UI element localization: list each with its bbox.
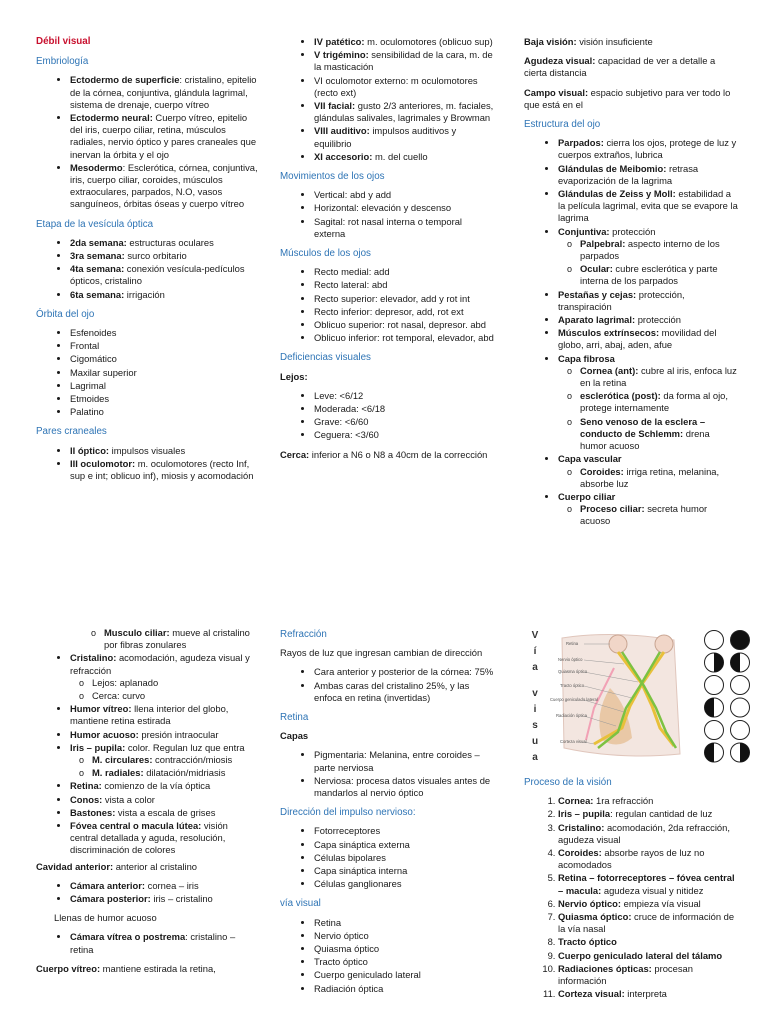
list-orbita	[36, 327, 258, 418]
list-movimientos	[280, 189, 494, 240]
diagram-label: Retina	[566, 641, 579, 646]
heading-embriologia: Embriología	[36, 56, 89, 68]
diagram-label: Corteza visual	[560, 739, 587, 744]
list-item: • Glándulas de Zeiss y Moll: estabilidad a la película lagrimal, evita que se evapore la lagrima	[558, 188, 738, 225]
list-item: • Fóvea central o macula lútea: visión central detallada y aguda, resolución, discriminación de colores	[70, 820, 258, 857]
sublist-vascular	[558, 466, 738, 490]
list-item: • 3ra semana: surco orbitario	[70, 250, 258, 262]
list-item: 2. Iris – pupila: regulan cantidad de luz	[558, 808, 742, 820]
visual-field-defect-half	[740, 743, 750, 762]
list-embriologia	[36, 74, 258, 210]
list-pares	[36, 445, 258, 483]
sublist-item: o Lejos: aplanado	[92, 677, 258, 689]
heading-orbita: Órbita del ojo	[36, 308, 95, 320]
list-item: • Etmoides	[70, 393, 258, 405]
letter: a	[532, 752, 538, 763]
list-item: • Capa fibrosa o Cornea (ant): cubre al iris, enfoca luz en la retina o esclerótica (post): da forma al ojo, protege internamente o Seno venoso de la esclera – conducto de Schlemm: drena humor acuoso	[558, 353, 738, 453]
visual-field-circle	[731, 721, 750, 740]
list-camaras	[36, 880, 258, 905]
list-item: • Grave: <6/60	[314, 416, 494, 428]
sublist-ciliar	[558, 503, 738, 527]
list-item: • Radiación óptica	[314, 983, 494, 995]
list-item: • Recto lateral: abd	[314, 279, 494, 291]
list-item: • Moderada: <6/18	[314, 403, 494, 415]
list-item: 10. Radiaciones ópticas: procesan información	[558, 963, 742, 987]
letter: u	[531, 736, 539, 747]
heading-proceso: Proceso de la visión	[524, 777, 612, 788]
list-item: • 4ta semana: conexión vesícula-pedículos ópticos, cristalino	[70, 263, 258, 287]
list-item: • Pestañas y cejas: protección, transpiración	[558, 289, 738, 313]
document-title: Débil visual	[36, 36, 91, 47]
right-eyeball	[655, 635, 673, 653]
list-item: • Iris – pupila: color. Regulan luz que entra o M. circulares: contracción/miosis o M. radiales: dilatación/midriasis	[70, 742, 258, 780]
list-item: • Capa sináptica interna	[314, 865, 494, 877]
visual-field-defect-half	[705, 698, 715, 717]
list-item: • Recto inferior: depresor, add, rot ext	[314, 306, 494, 318]
column-2	[280, 36, 494, 468]
visual-field-defect-half	[705, 743, 715, 762]
sublist-item: o esclerótica (post): da forma al ojo, protege internamente	[580, 390, 738, 414]
list-vesicula	[36, 237, 258, 301]
refraccion-intro: Rayos de luz que ingresan cambian de dirección	[280, 647, 483, 659]
sublist-item: o M. circulares: contracción/miosis	[92, 754, 258, 766]
list-item: • Conjuntiva: protección o Palpebral: aspecto interno de los parpados o Ocular: cubre esclerótica y parte interna de los parpados	[558, 226, 738, 288]
list-item: • Cámara posterior: iris – cristalino	[70, 893, 258, 905]
sublist-item: o Seno venoso de la esclera – conducto de Schlemm: drena humor acuoso	[580, 416, 738, 453]
visual-pathway-diagram	[524, 628, 764, 764]
list-item: 1. Cornea: 1ra refracción	[558, 795, 742, 807]
visual-field-defect-half	[714, 653, 724, 672]
list-item: • IV patético: m. oculomotores (oblicuo sup)	[314, 36, 494, 48]
letter: V	[531, 630, 539, 641]
sublist-item: o Cerca: curvo	[92, 690, 258, 702]
list-capas	[280, 749, 494, 799]
list-item: • XI accesorio: m. del cuello	[314, 151, 494, 163]
list-item: 3. Cristalino: acomodación, 2da refracción, agudeza visual	[558, 822, 742, 846]
list-item: • Cámara vítrea o postrema: cristalino – retina	[70, 931, 258, 955]
column-3	[524, 36, 738, 535]
list-estructura-cont	[36, 652, 258, 856]
sublist-conjuntiva	[558, 238, 738, 288]
list-item: • Glándulas de Meibomio: retrasa evaporización de la lagrima	[558, 163, 738, 187]
sublist-item: o M. radiales: dilatación/midriasis	[92, 767, 258, 779]
list-item: • Maxilar superior	[70, 367, 258, 379]
llenas-text: Llenas de humor acuoso	[54, 912, 157, 924]
sublist-item: o Cornea (ant): cubre al iris, enfoca luz en la retina	[580, 365, 738, 389]
list-item: • Conos: vista a color	[70, 794, 258, 806]
list-item: • Fotorreceptores	[314, 825, 494, 837]
list-item: • Retina: comienzo de la vía óptica	[70, 780, 258, 792]
diagram-label: Cuerpo geniculado lateral	[550, 697, 598, 702]
list-item: • Ceguera: <3/60	[314, 429, 494, 441]
letter: a	[532, 662, 538, 673]
list-item: • Ectodermo neural: Cuerpo vítreo, epitelio del iris, cuerpo ciliar, retina, músculos radiales, nervio óptico y pares craneales que inervan la órbita y el ojo	[70, 112, 258, 161]
list-item: • Músculos extrínsecos: movilidad del globo, arri, abaj, aden, afue	[558, 327, 738, 351]
diagram-label: Tracto óptico	[560, 683, 585, 688]
list-item: 6. Nervio óptico: empieza vía visual	[558, 898, 742, 910]
list-via-visual	[280, 917, 494, 995]
list-item: • Bastones: vista a escala de grises	[70, 807, 258, 819]
sublist-iris	[70, 754, 258, 779]
left-eyeball	[609, 635, 627, 653]
list-estructura	[524, 137, 738, 527]
heading-vesicula: Etapa de la vesícula óptica	[36, 218, 154, 230]
list-refraccion	[280, 666, 494, 704]
list-item: • Nerviosa: procesa datos visuales antes de mandarlos al nervio óptico	[314, 775, 494, 799]
visual-field-circle	[705, 676, 724, 695]
heading-movimientos: Movimientos de los ojos	[280, 171, 385, 183]
list-item: • Sagital: rot nasal interna o temporal externa	[314, 216, 494, 240]
list-item: • Aparato lagrimal: protección	[558, 314, 738, 326]
diagram-label: Quiasma óptico	[558, 669, 588, 674]
list-camara-vitrea	[36, 931, 258, 955]
visual-field-defect-half	[731, 653, 741, 672]
visual-field-defects	[705, 631, 750, 763]
agudeza-visual: Agudeza visual: capacidad de ver a detalle a cierta distancia	[524, 55, 716, 79]
list-item: • Recto medial: add	[314, 266, 494, 278]
list-item: • Capa sináptica externa	[314, 839, 494, 851]
cuerpo-vitreo: Cuerpo vítreo: mantiene estirada la retina,	[36, 962, 216, 974]
campo-visual: Campo visual: espacio subjetivo para ver todo lo que está en el	[524, 86, 731, 110]
sublist-fibrosa	[558, 365, 738, 452]
list-item: • Oblicuo inferior: rot temporal, elevador, abd	[314, 332, 494, 344]
list-item: • Cara anterior y posterior de la córnea: 75%	[314, 666, 494, 678]
list-item: • Retina	[314, 917, 494, 929]
baja-vision: Baja visión: visión insuficiente	[524, 36, 653, 47]
sublist-item: o Palpebral: aspecto interno de los parpados	[580, 238, 738, 262]
column-1	[36, 36, 258, 489]
list-item: • III oculomotor: m. oculomotores (recto Inf, sup e int; oblicuo inf), miosis y acomodación	[70, 458, 258, 482]
list-item: • Ectodermo de superficie: cristalino, epitelio de la córnea, conjuntiva, glándula lagrimal, sistema de drenaje, cuerpo vítreo	[70, 74, 258, 111]
list-item: • Cigomático	[70, 353, 258, 365]
letter: s	[532, 720, 538, 731]
list-item: • Células ganglionares	[314, 878, 494, 890]
list-item: • Frontal	[70, 340, 258, 352]
list-pares-cont	[280, 36, 494, 163]
sublist-item: o Ocular: cubre esclerótica y parte interna de los parpados	[580, 263, 738, 287]
list-item: • VI oculomotor externo: m oculomotores (recto ext)	[314, 75, 494, 99]
list-item: • Esfenoides	[70, 327, 258, 339]
column-4	[36, 627, 258, 982]
list-item: • Oblicuo superior: rot nasal, depresor. abd	[314, 319, 494, 331]
list-item: 9. Cuerpo geniculado lateral del tálamo	[558, 950, 742, 962]
list-item: • Capa vascular o Coroides: irriga retina, melanina, absorbe luz	[558, 453, 738, 490]
heading-via-visual: vía visual	[280, 898, 321, 910]
label-lejos: Lejos:	[280, 370, 308, 382]
heading-refraccion: Refracción	[280, 629, 327, 640]
list-item: • VIII auditivo: impulsos auditivos y equilibrio	[314, 125, 494, 149]
list-item: • Palatino	[70, 406, 258, 418]
list-item: 11. Corteza visual: interpreta	[558, 988, 742, 1000]
sublist-item: o Proceso ciliar: secreta humor acuoso	[580, 503, 738, 527]
label-capas: Capas	[280, 730, 309, 742]
letter: í	[533, 646, 537, 657]
list-proceso	[524, 795, 742, 1000]
list-item: • Humor acuoso: presión intraocular	[70, 729, 258, 741]
list-item: • Cámara anterior: cornea – iris	[70, 880, 258, 892]
list-item: 8. Tracto óptico	[558, 936, 742, 948]
visual-field-circle	[705, 721, 724, 740]
diagram-label: Nervio óptico	[558, 657, 583, 662]
list-item: • Mesodermo: Esclerótica, córnea, conjuntiva, iris, cuerpo ciliar, coroides, músculos extraoculares, parpados, N.O, vasos sanguíneos, órbitas óseas y cuerpo vítreo	[70, 162, 258, 211]
sublist-item: o Coroides: irriga retina, melanina, absorbe luz	[580, 466, 738, 490]
visual-field-circle	[731, 631, 750, 650]
list-item: • Recto superior: elevador, add y rot int	[314, 293, 494, 305]
heading-direccion: Dirección del impulso nervioso:	[280, 807, 416, 819]
heading-estructura: Estructura del ojo	[524, 119, 601, 131]
sublist-musculo-ciliar	[36, 627, 258, 651]
list-item: • V trigémino: sensibilidad de la cara, m. de la masticación	[314, 49, 494, 73]
list-item: • Nervio óptico	[314, 930, 494, 942]
list-item: • Vertical: abd y add	[314, 189, 494, 201]
list-item: • Pigmentaria: Melanina, entre coroides – parte nerviosa	[314, 749, 494, 773]
diagram-label: Radiación óptica	[556, 713, 587, 718]
list-item: • Humor vítreo: llena interior del globo, mantiene retina estirada	[70, 703, 258, 727]
via-visual-figure	[524, 628, 764, 764]
list-item: • Lagrimal	[70, 380, 258, 392]
heading-pares: Pares craneales	[36, 426, 107, 438]
visual-field-circle	[731, 698, 750, 717]
list-item: • Parpados: cierra los ojos, protege de luz y cuerpos extraños, lubrica	[558, 137, 738, 161]
sublist-item: o Musculo ciliar: mueve al cristalino por fibras zonulares	[104, 627, 258, 651]
list-item: 4. Coroides: absorbe rayos de luz no acomodados	[558, 847, 742, 871]
list-item: • 6ta semana: irrigación	[70, 289, 258, 301]
list-item: • Cuerpo geniculado lateral	[314, 969, 494, 981]
letter: i	[533, 704, 537, 715]
heading-deficiencias: Deficiencias visuales	[280, 352, 371, 364]
list-item: • 2da semana: estructuras oculares	[70, 237, 258, 249]
column-6	[524, 777, 742, 1007]
list-item: • Cuerpo ciliar o Proceso ciliar: secreta humor acuoso	[558, 491, 738, 528]
list-item: • Cristalino: acomodación, agudeza visual y refracción o Lejos: aplanado o Cerca: curvo	[70, 652, 258, 702]
list-item: • II óptico: impulsos visuales	[70, 445, 258, 457]
list-item: • Ambas caras del cristalino 25%, y las enfoca en retina (invertidas)	[314, 680, 494, 704]
list-direccion	[280, 825, 494, 890]
cerca-paragraph: Cerca: inferior a N6 o N8 a 40cm de la corrección	[280, 448, 488, 460]
list-item: 5. Retina – fotorreceptores – fóvea central – macula: agudeza visual y nitidez	[558, 872, 742, 896]
list-item: 7. Quiasma óptico: cruce de información de la vía nasal	[558, 911, 742, 935]
list-item: • Tracto óptico	[314, 956, 494, 968]
column-5	[280, 629, 494, 1002]
list-item: • Horizontal: elevación y descenso	[314, 202, 494, 214]
list-item: • Leve: <6/12	[314, 390, 494, 402]
heading-musculos: Músculos de los ojos	[280, 248, 371, 260]
sublist-cristalino	[70, 677, 258, 702]
visual-field-circle	[705, 631, 724, 650]
list-item: • Células bipolares	[314, 852, 494, 864]
heading-retina: Retina	[280, 712, 309, 724]
list-item: • VII facial: gusto 2/3 anteriores, m. faciales, glándulas salivales, lagrimales y Browman	[314, 100, 494, 124]
list-musculos	[280, 266, 494, 344]
visual-field-circle	[731, 676, 750, 695]
cavidad-anterior: Cavidad anterior: anterior al cristalino	[36, 860, 197, 872]
list-item: • Quiasma óptico	[314, 943, 494, 955]
list-deficiencias	[280, 390, 494, 442]
letter: v	[532, 688, 538, 699]
